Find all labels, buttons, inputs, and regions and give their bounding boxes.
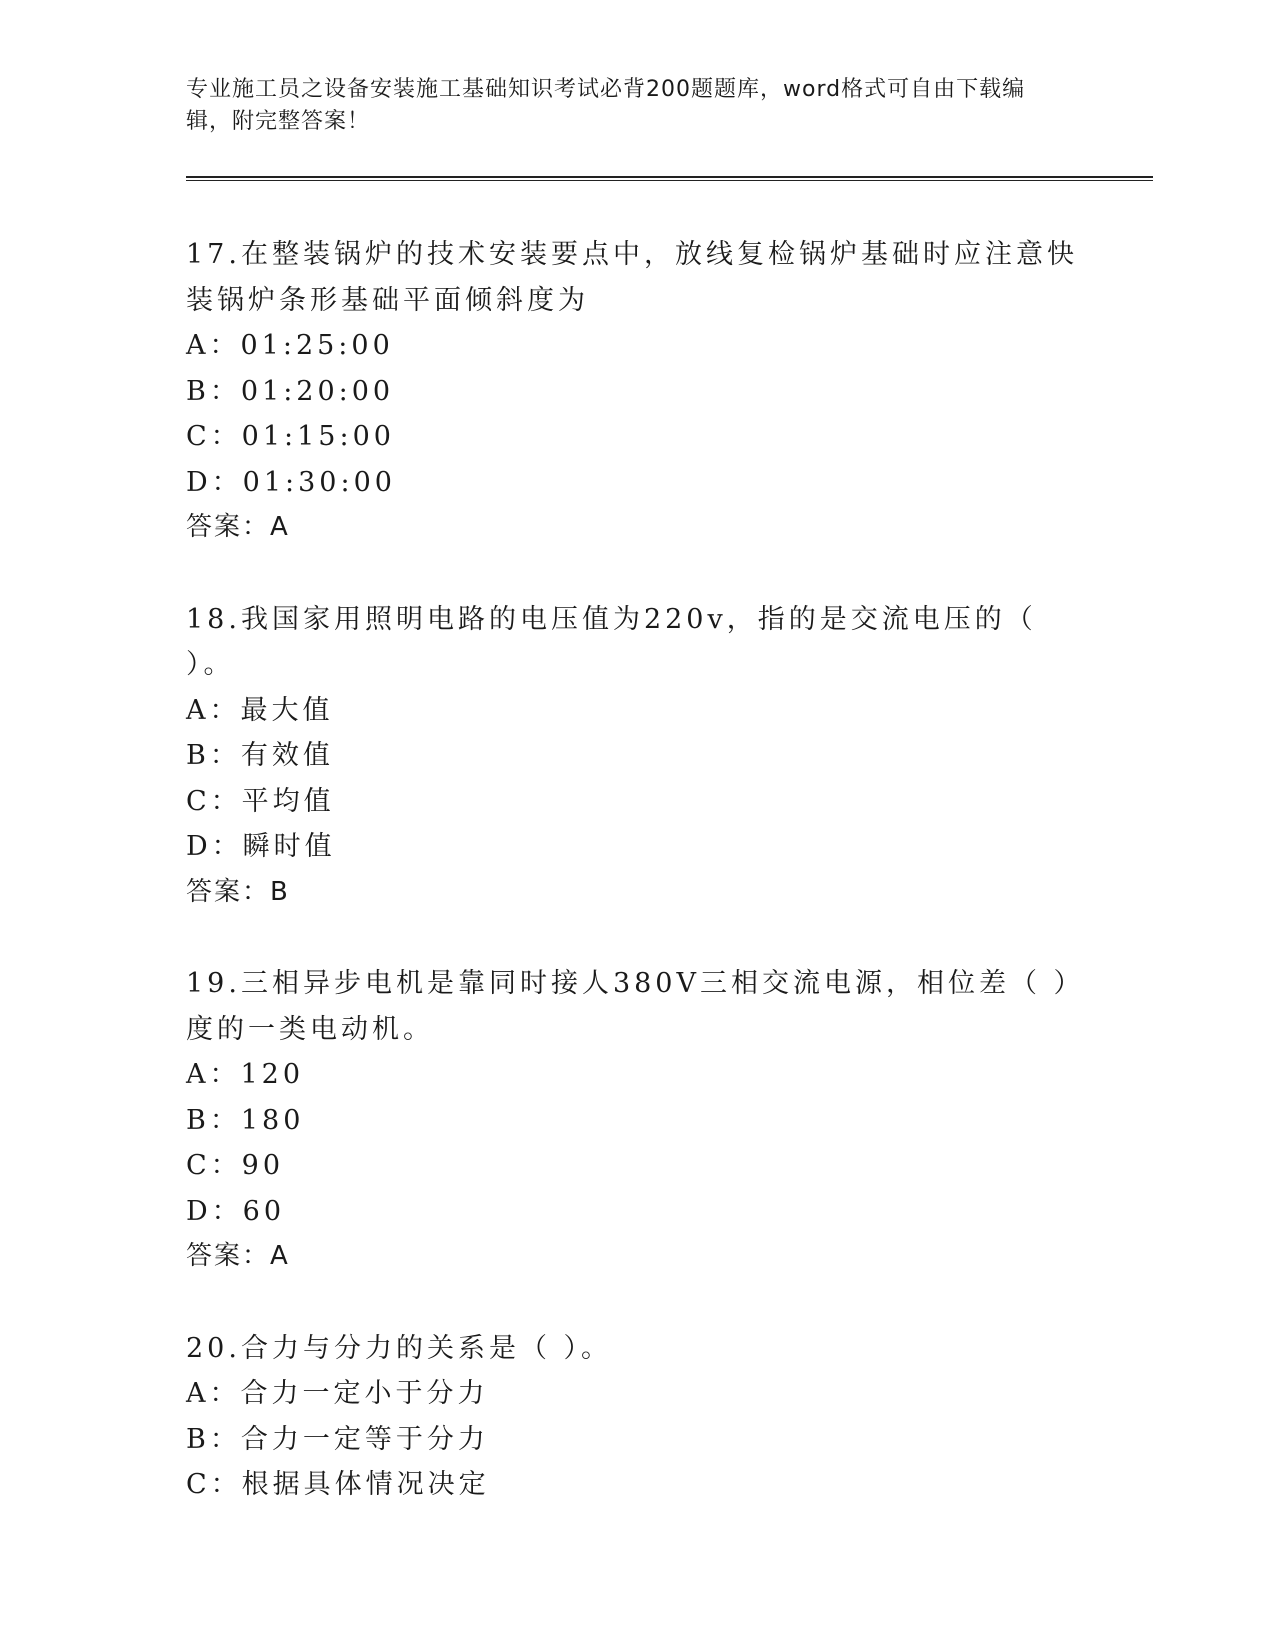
- answer: 答案：A: [186, 512, 290, 542]
- option-a: A：01:25:00: [186, 330, 394, 361]
- option-c: C：根据具体情况决定: [186, 1469, 490, 1500]
- option-c: C：90: [186, 1150, 285, 1181]
- option-c: C：平均值: [186, 785, 335, 817]
- document-header: 专业施工员之设备安装施工基础知识考试必背200题题库，word格式可自由下载编辑，附完整答案！: [186, 77, 1026, 134]
- answer: 答案：A: [186, 1241, 290, 1271]
- question-stem: 17.在整装锅炉的技术安装要点中，放线复检锅炉基础时应注意快装锅炉条形基础平面倾斜度为: [186, 239, 1078, 316]
- question-stem: 19.三相异步电机是靠同时接人380V三相交流电源，相位差（ ）度的一类电动机。: [186, 968, 1085, 1045]
- question-18: [186, 597, 1086, 916]
- option-d: D：60: [186, 1195, 286, 1227]
- option-b: B：有效值: [186, 740, 334, 771]
- option-a: A：120: [186, 1059, 305, 1090]
- option-b: B：01:20:00: [186, 375, 395, 407]
- question-stem: 18.我国家用照明电路的电压值为220v，指的是交流电压的（ ）。: [186, 603, 1037, 680]
- question-17: [186, 232, 1086, 551]
- option-c: C：01:15:00: [186, 421, 395, 452]
- header-divider: [186, 176, 1153, 181]
- option-a: A：最大值: [186, 694, 334, 726]
- question-stem: 20.合力与分力的关系是（ ）。: [186, 1332, 613, 1364]
- option-b: B：180: [186, 1104, 305, 1136]
- option-d: D：瞬时值: [186, 831, 336, 862]
- answer: 答案：B: [186, 876, 290, 907]
- question-19: [186, 961, 1086, 1280]
- option-b: B：合力一定等于分力: [186, 1423, 489, 1455]
- option-a: A：合力一定小于分力: [186, 1378, 489, 1409]
- question-list: [186, 232, 1086, 1554]
- option-d: D：01:30:00: [186, 466, 396, 498]
- question-20: [186, 1326, 1086, 1508]
